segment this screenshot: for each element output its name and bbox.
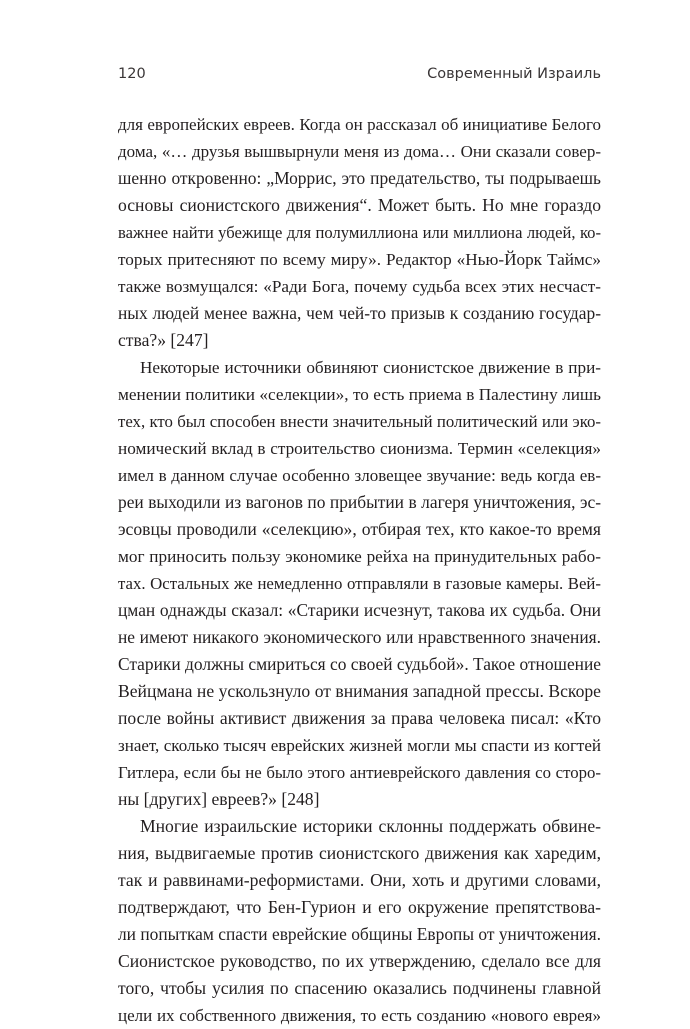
text-line: ли попыткам спасти еврейские общины Европы от уничтожения. (118, 924, 601, 944)
text-line: не имеют никакого экономического или нравственного значения. (118, 627, 601, 647)
text-line: ны [других] евреев?» [248] (118, 789, 320, 809)
text-line: того, чтобы усилия по спасению оказались подчинены главной (118, 978, 601, 998)
text-line: основы сионистского движения“. Может быть. Но мне гораздо (118, 195, 601, 215)
text-line: цман однажды сказал: «Старики исчезнут, такова их судьба. Они (118, 600, 601, 620)
text-line: эсовцы проводили «селекцию», отбирая тех, кто какое-то время (118, 519, 601, 539)
text-line: ства?» [247] (118, 330, 209, 350)
text-line: номический вклад в строительство сионизма. Термин «селекция» (118, 439, 601, 458)
text-line: после войны активист движения за права человека писал: «Кто (118, 708, 601, 728)
text-line: ных людей менее важна, чем чей-то призыв к созданию государ- (118, 303, 601, 323)
text-line: так и раввинами-реформистами. Они, хоть и другими словами, (118, 870, 601, 890)
text-line: Сионистское руководство, по их утверждению, сделало все для (118, 951, 601, 971)
text-line: шенно откровенно: „Моррис, это предательство, ты подрываешь (118, 168, 601, 188)
text-line: тех, кто был способен внести значительный политический или эко- (118, 412, 601, 431)
text-line: тах. Остальных же немедленно отправляли в газовые камеры. Вей- (118, 574, 601, 593)
paragraph-first-line: Некоторые источники обвиняют сионистское движение в при- (140, 358, 601, 377)
text-line: Вейцмана не ускользнуло от внимания западной прессы. Вскоре (118, 681, 601, 701)
text-line: знает, сколько тысяч еврейских жизней могли мы спасти из когтей (118, 736, 601, 755)
paragraph-first-line: Многие израильские историки склонны поддержать обвине- (140, 816, 601, 836)
text-line: подтверждают, что Бен-Гурион и его окружение препятствова- (118, 897, 601, 917)
page-number: 120 (118, 66, 146, 82)
book-title: Современный Израиль (427, 66, 601, 82)
text-line: мог приносить пользу экономике рейха на принудительных рабо- (118, 547, 601, 566)
text-line: Старики должны смириться со своей судьбой». Такое отношение (118, 654, 601, 674)
text-line: для европейских евреев. Когда он рассказал об инициативе Белого (118, 115, 601, 134)
body-text (118, 111, 601, 1029)
running-head (118, 66, 601, 86)
text-line: важнее найти убежище для полумиллиона или миллиона людей, ко- (118, 223, 601, 242)
text-line: менении политики «селекции», то есть приема в Палестину лишь (118, 385, 601, 404)
text-line: имел в данном случае особенно зловещее звучание: ведь когда ев- (118, 466, 601, 485)
text-line: реи выходили из вагонов по прибытии в лагеря уничтожения, эс- (118, 492, 601, 512)
text-line: ния, выдвигаемые против сионистского движения как харедим, (118, 843, 601, 863)
text-line: Гитлера, если бы не было этого антиеврейского давления со сторо- (118, 763, 601, 782)
text-line: торых притесняют по всему миру». Редактор «Нью-Йорк Таймс» (118, 250, 601, 269)
text-line: цели их собственного движения, то есть созданию «нового еврея» (118, 1006, 601, 1025)
text-line: дома, «… друзья вышвырнули меня из дома… Они сказали совер- (118, 142, 601, 161)
text-line: также возмущался: «Ради Бога, почему судьба всех этих несчаст- (118, 277, 601, 296)
